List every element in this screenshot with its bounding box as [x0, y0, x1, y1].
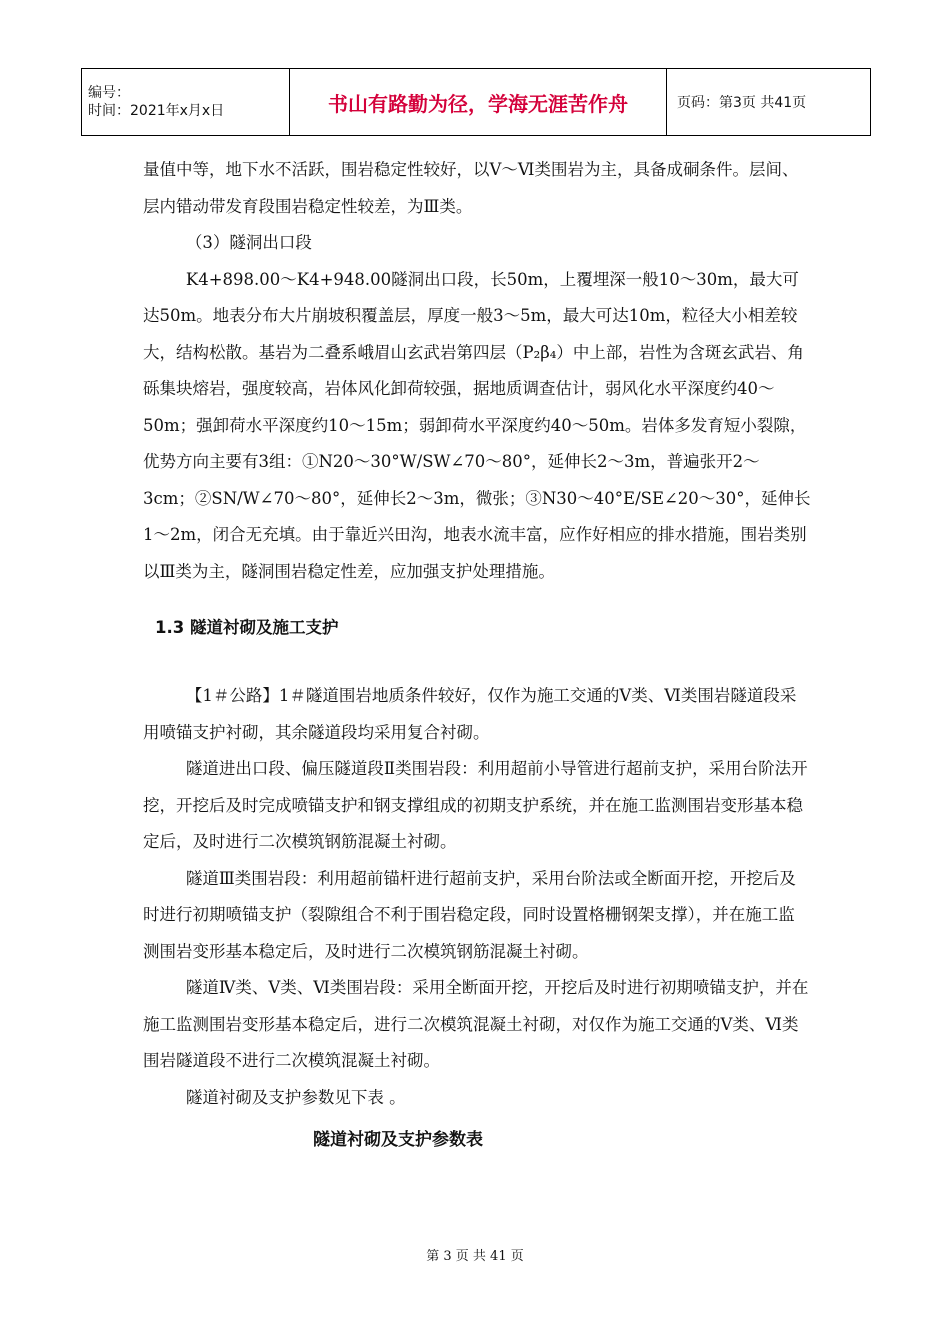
- time-label: 时间：2021年x月x日: [88, 103, 225, 119]
- paragraph: 隧道进出口段、偏压隧道段Ⅱ类围岩段：利用超前小导管进行超前支护，采用台阶法开挖，开挖后及时完成喷锚支护和钢支撑组成的初期支护系统，并在施工监测围岩变形基本稳定后，及时进行二次模筑钢筋混凝土衬砌。: [143, 759, 808, 851]
- subsection-title: （3）隧洞出口段: [185, 233, 312, 252]
- spacer: [143, 646, 811, 678]
- paragraph: 隧道衬砌及支护参数见下表 。: [185, 1087, 406, 1107]
- paragraph: 隧道Ⅲ类围岩段：利用超前锚杆进行超前支护，采用台阶法或全断面开挖，开挖后及时进行初期喷锚支护（裂隙组合不利于围岩稳定段，同时设置格栅钢架支撑），并在施工监测围岩变形基本稳定后，及时进行二次模筑钢筋混凝土衬砌。: [143, 868, 796, 961]
- table-title: 隧道衬砌及支护参数表: [313, 1130, 483, 1150]
- page-header: [81, 68, 871, 136]
- paragraph: 隧道Ⅳ类、Ⅴ类、Ⅵ类围岩段：采用全断面开挖，开挖后及时进行初期喷锚支护，并在施工监测围岩变形基本稳定后，进行二次模筑混凝土衬砌，对仅作为施工交通的Ⅴ类、Ⅵ类围岩隧道段不进行二次模筑混凝土衬砌。: [143, 978, 809, 1070]
- document-body: [143, 152, 811, 1160]
- number-label: 编号：: [88, 85, 130, 101]
- section-heading: 1.3 隧道衬砌及施工支护: [155, 618, 339, 637]
- page-footer: 第 3 页 共 41 页: [426, 1249, 524, 1264]
- paragraph: K4+898.00～K4+948.00隧洞出口段，长50m，上覆埋深一般10～30m，最大可达50m。地表分布大片崩坡积覆盖层，厚度一般3～5m，最大可达10m，粒径大小相差较大，结构松散。基岩为二叠系峨眉山玄武岩第四层（P₂β₄）中上部，岩性为含斑玄武岩、角砾集块熔岩，强度较高，岩体风化卸荷较强，据地质调查估计，弱风化水平深度约40～50m；强卸荷水平深度约10～15m；弱卸荷水平深度约40～50m。岩体多发育短小裂隙，优势方向主要有3组：①N20～30°W/SW∠70～80°，延伸长2～3m，普遍张开2～3cm；②SN/W∠70～80°，延伸长2～3m，微张；③N30～40°E/SE∠20～30°，延伸长1～2m，闭合无充填。由于靠近兴田沟，地表水流丰富，应作好相应的排水措施，围岩类别以Ⅲ类为主，隧洞围岩稳定性差，应加强支护处理措施。: [143, 269, 811, 581]
- header-page-info: 页码：第3页 共41页: [667, 69, 871, 136]
- paragraph: 【1＃公路】1＃隧道围岩地质条件较好，仅作为施工交通的Ⅴ类、Ⅵ类围岩隧道段采用喷锚支护衬砌，其余隧道段均采用复合衬砌。: [143, 686, 797, 742]
- paragraph: 量值中等，地下水不活跃，围岩稳定性较好，以Ⅴ～Ⅵ类围岩为主，具备成硐条件。层间、层内错动带发育段围岩稳定性较差，为Ⅲ类。: [143, 160, 799, 216]
- header-left-cell: [82, 69, 290, 136]
- header-motto: 书山有路勤为径，学海无涯苦作舟: [290, 69, 667, 136]
